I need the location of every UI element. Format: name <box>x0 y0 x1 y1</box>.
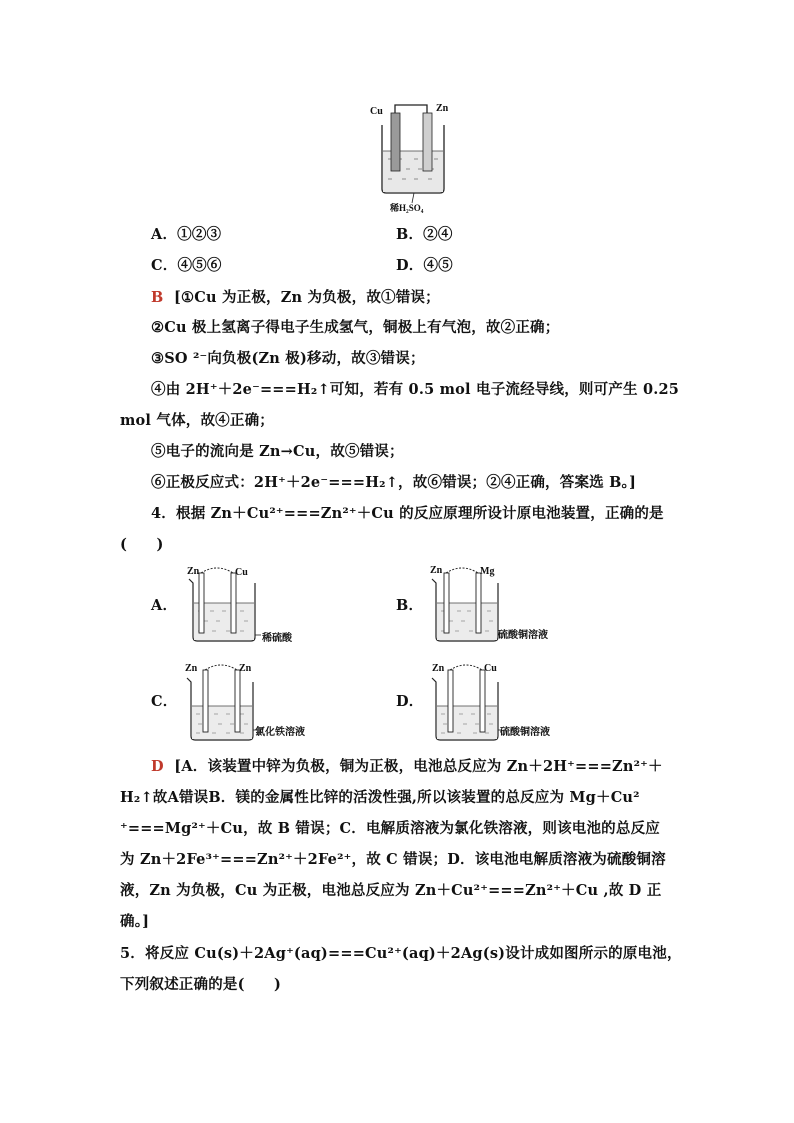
q4-solution-line-4: 为 Zn＋2Fe³⁺===Zn²⁺＋2Fe²⁺，故 C 错误；D．该电池电解质溶液为硫酸铜溶 <box>120 851 666 868</box>
q4-option-b-figure <box>428 563 578 653</box>
q4-answer: D <box>151 758 164 775</box>
option-letter: A． <box>151 226 178 243</box>
q5-line-2: 下列叙述正确的是( ) <box>120 976 282 993</box>
q4-option-b-letter: B． <box>396 597 424 614</box>
option-letter: C． <box>151 257 178 274</box>
q3-solution-line-3: ③SO ²⁻向负极(Zn 极)移动，故③错误； <box>151 350 425 367</box>
right-electrode-label: Cu <box>484 663 497 674</box>
option-text: ④⑤ <box>423 257 453 274</box>
q4-paren: ( ) <box>120 536 164 553</box>
q3-solution-line-4: ④由 2H⁺＋2e⁻===H₂↑可知，若有 0.5 mol 电子流经导线，则可产生 0.25 <box>151 381 680 398</box>
q3-option-c <box>151 256 222 276</box>
option-text: ④⑤⑥ <box>177 257 222 274</box>
q4-solution-line-2: H₂↑故A错误B．镁的金属性比锌的活泼性强,所以该装置的总反应为 Mg＋Cu² <box>120 789 640 806</box>
q3-solution-line-1: B [①Cu 为正极，Zn 为负极，故①错误； <box>151 289 440 306</box>
q5-line-1: 5．将反应 Cu(s)＋2Ag⁺(aq)===Cu²⁺(aq)＋2Ag(s)设计成如图所示的原电池， <box>120 945 682 962</box>
q4-solution-line-6: 确。] <box>120 913 150 930</box>
option-letter: D． <box>396 257 424 274</box>
right-electrode-label: Zn <box>239 663 252 674</box>
q4-solution-line-1: D [A．该装置中锌为负极，铜为正极，电池总反应为 Zn＋2H⁺===Zn²⁺＋ <box>151 758 663 775</box>
q3-option-b <box>396 225 453 245</box>
left-electrode-label: Zn <box>187 566 200 577</box>
left-electrode-label: Zn <box>432 663 445 674</box>
q4-option-d-figure <box>428 658 578 748</box>
q3-solution-line-5: mol 气体，故④正确； <box>120 412 274 429</box>
q4-option-c-letter: C． <box>151 693 178 710</box>
solution-label: 氯化铁溶液 <box>255 727 305 738</box>
left-electrode-label: Zn <box>430 565 443 576</box>
q3-option-a <box>151 225 221 245</box>
zn-label: Zn <box>436 103 449 114</box>
top-cell-figure <box>368 97 458 217</box>
q4-option-a-figure <box>185 563 305 653</box>
q3-answer: B <box>151 289 164 306</box>
right-electrode-label: Mg <box>480 566 495 577</box>
q3-solution-line-7: ⑥正极反应式：2H⁺＋2e⁻===H₂↑，故⑥错误；②④正确，答案选 B。] <box>151 474 637 491</box>
option-text: ②④ <box>423 226 453 243</box>
q3-option-d <box>396 256 453 276</box>
q3-solution-line-6: ⑤电子的流向是 Zn→Cu，故⑤错误； <box>151 443 404 460</box>
solution-label: 稀硫酸 <box>262 633 292 644</box>
q3-solution-line-2: ②Cu 极上氢离子得电子生成氢气，铜极上有气泡，故②正确； <box>151 319 560 336</box>
q4-option-c-figure <box>183 658 323 748</box>
q4-solution-line-3: ⁺===Mg²⁺＋Cu，故 B 错误；C．电解质溶液为氯化铁溶液，则该电池的总反应 <box>120 820 660 837</box>
option-text: ①②③ <box>177 226 222 243</box>
q4-option-a-letter: A． <box>151 597 178 614</box>
q4-solution-line-5: 液，Zn 为负极，Cu 为正极，电池总反应为 Zn＋Cu²⁺===Zn²⁺＋Cu ,故 D 正 <box>120 882 662 899</box>
right-electrode-label: Cu <box>235 567 248 578</box>
cu-label: Cu <box>370 106 383 117</box>
electrolyte-label: 稀H₂SO₄ <box>390 203 424 213</box>
solution-label: 硫酸铜溶液 <box>500 727 550 738</box>
option-letter: B． <box>396 226 424 243</box>
q4-stem: 4．根据 Zn＋Cu²⁺===Zn²⁺＋Cu 的反应原理所设计原电池装置，正确的是 <box>151 505 664 522</box>
left-electrode-label: Zn <box>185 663 198 674</box>
q4-option-d-letter: D． <box>396 693 424 710</box>
solution-label: 硫酸铜溶液 <box>498 630 548 641</box>
